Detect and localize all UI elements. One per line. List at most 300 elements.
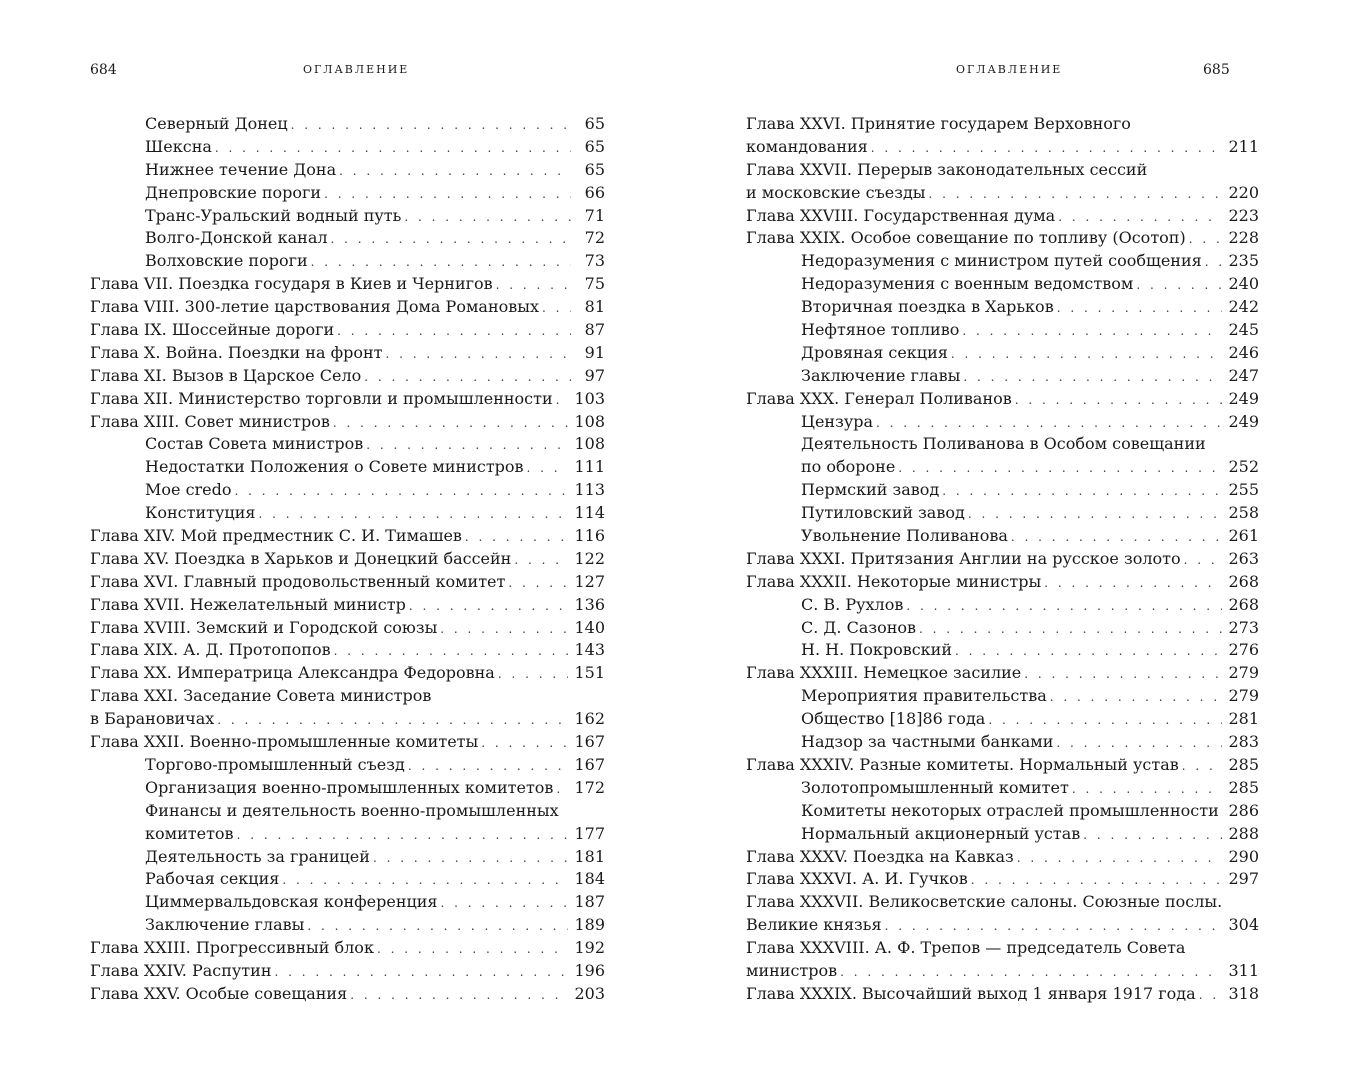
toc-entry-title: Пермский завод (801, 480, 940, 500)
toc-entry-page: 189 (574, 915, 605, 935)
toc-entry-title: Надзор за частными банками (801, 732, 1054, 752)
toc-entry-title: Заключение главы (801, 365, 961, 385)
toc-entry (90, 319, 605, 342)
toc-entry (746, 594, 1259, 617)
toc-entry-page: 273 (1228, 617, 1259, 637)
dot-leader (542, 297, 571, 320)
dot-leader (556, 389, 569, 412)
toc-entry-page: 151 (574, 663, 605, 683)
dot-leader (408, 755, 569, 778)
table-of-contents (746, 113, 1259, 1006)
dot-leader (527, 457, 569, 480)
toc-entry (90, 433, 605, 456)
toc-entry (746, 983, 1259, 1006)
toc-entry (746, 960, 1259, 983)
toc-entry-title: С. Д. Сазонов (801, 617, 917, 637)
toc-entry-page: 114 (574, 503, 605, 523)
dot-leader (1050, 686, 1223, 709)
dot-leader (386, 343, 571, 366)
toc-entry-page: 71 (584, 205, 605, 225)
toc-entry-page: 268 (1228, 571, 1259, 591)
toc-entry-title: Деятельность Поливанова в Особом совещании (801, 434, 1206, 454)
toc-entry (746, 937, 1259, 960)
toc-entry-title: Нефтяное топливо (801, 320, 960, 340)
dot-leader (373, 847, 569, 870)
toc-entry-page: 81 (584, 297, 605, 317)
toc-entry-page: 285 (1228, 777, 1259, 797)
toc-entry-page: 122 (574, 548, 605, 568)
toc-entry-page: 247 (1228, 365, 1259, 385)
dot-leader (929, 183, 1223, 206)
toc-entry (90, 205, 605, 228)
toc-entry (90, 708, 605, 731)
dot-leader (404, 206, 571, 229)
dot-leader (840, 961, 1222, 984)
dot-leader (350, 984, 568, 1007)
toc-entry-page: 258 (1228, 503, 1259, 523)
toc-entry-title: Глава XXVI. Принятие государем Верховного (746, 114, 1131, 133)
dot-leader (1189, 228, 1223, 251)
toc-entry-title: Глава XXII. Военно-промышленные комитеты (90, 732, 479, 752)
toc-entry (90, 182, 605, 205)
dot-leader (1182, 755, 1223, 778)
toc-entry-page: 65 (584, 114, 605, 133)
toc-entry-title: Глава XI. Вызов в Царское Село (90, 365, 362, 385)
page-number: 685 (1203, 62, 1230, 78)
dot-leader (215, 137, 571, 160)
toc-entry (746, 708, 1259, 731)
toc-entry-title: Путиловский завод (801, 503, 965, 523)
toc-entry-title: Глава IX. Шоссейные дороги (90, 320, 335, 340)
running-head: ОГЛАВЛЕНИЕ (303, 63, 410, 76)
toc-entry (746, 639, 1259, 662)
toc-entry-page: 279 (1228, 686, 1259, 706)
dot-leader (942, 480, 1222, 503)
dot-leader (496, 274, 571, 297)
toc-entry-title: в Барановичах (90, 709, 215, 729)
dot-leader (1011, 526, 1223, 549)
toc-entry-page: 255 (1228, 480, 1259, 500)
toc-entry (90, 914, 605, 937)
toc-entry-page: 220 (1228, 182, 1259, 202)
toc-entry-title: Недостатки Положения о Совете министров (145, 457, 524, 477)
toc-entry-page: 249 (1228, 388, 1259, 408)
toc-entry-page: 127 (574, 571, 605, 591)
toc-entry (90, 868, 605, 891)
dot-leader (955, 640, 1222, 663)
dot-leader (919, 618, 1222, 641)
dot-leader (1136, 274, 1222, 297)
dot-leader (1056, 732, 1222, 755)
toc-entry-page: 75 (584, 274, 605, 294)
toc-entry-page: 108 (574, 411, 605, 431)
toc-entry-page: 268 (1228, 594, 1259, 614)
toc-entry-title: Глава XXIX. Особое совещание по топливу (Осотоп) (746, 228, 1186, 248)
toc-entry (90, 502, 605, 525)
toc-entry-title: Глава XXXI. Притязания Англии на русское золото (746, 548, 1181, 568)
toc-entry-title: Волховские пороги (145, 251, 308, 271)
toc-entry-title: Глава XXXII. Некоторые министры (746, 571, 1042, 591)
dot-leader (1058, 206, 1222, 229)
right-page (675, 0, 1350, 1080)
toc-entry-title: комитетов (145, 823, 234, 843)
toc-entry (90, 983, 605, 1006)
toc-entry (746, 205, 1259, 228)
dot-leader (377, 938, 569, 961)
toc-entry (746, 662, 1259, 685)
toc-entry (90, 159, 605, 182)
toc-entry (746, 685, 1259, 708)
dot-leader (307, 915, 568, 938)
toc-entry-title: Днепровские пороги (145, 182, 322, 202)
dot-leader (968, 503, 1223, 526)
toc-entry-title: Северный Донец (145, 114, 288, 133)
toc-entry-title: Дровяная секция (801, 342, 948, 362)
toc-entry-page: 167 (574, 754, 605, 774)
toc-entry (90, 937, 605, 960)
dot-leader (1083, 824, 1222, 847)
toc-entry (746, 411, 1259, 434)
toc-entry-page: 66 (584, 182, 605, 202)
toc-entry-page: 286 (1228, 800, 1259, 820)
dot-leader (324, 183, 571, 206)
toc-entry (746, 136, 1259, 159)
toc-entry (746, 227, 1259, 250)
dot-leader (333, 412, 569, 435)
toc-entry (90, 250, 605, 273)
toc-entry-title: Глава XXXVI. А. И. Гучков (746, 869, 968, 889)
dot-leader (1017, 847, 1223, 870)
toc-entry (746, 800, 1259, 823)
toc-entry (90, 617, 605, 640)
toc-entry-page: 304 (1228, 915, 1259, 935)
toc-entry (90, 754, 605, 777)
toc-entry (746, 823, 1259, 846)
dot-leader (514, 549, 568, 572)
toc-entry-title: Конституция (145, 503, 256, 523)
toc-entry-title: Глава XV. Поездка в Харьков и Донецкий бассейн (90, 548, 512, 568)
toc-entry-title: Н. Н. Покровский (801, 640, 953, 660)
toc-entry-page: 167 (574, 732, 605, 752)
dot-leader (334, 640, 569, 663)
dot-leader (440, 618, 568, 641)
toc-entry-title: Глава XXXVII. Великосветские салоны. Союзные послы. (746, 892, 1223, 912)
toc-entry-page: 103 (574, 388, 605, 408)
dot-leader (963, 366, 1222, 389)
dot-leader (1072, 778, 1223, 801)
dot-leader (339, 160, 571, 183)
toc-entry-title: Глава XXIV. Распутин (90, 960, 272, 980)
toc-entry-page: 261 (1228, 526, 1259, 546)
dot-leader (1184, 549, 1223, 572)
toc-entry (746, 273, 1259, 296)
toc-entry (746, 891, 1259, 914)
toc-entry (90, 388, 605, 411)
toc-entry-page: 228 (1228, 228, 1259, 248)
toc-entry-title: Глава XVII. Нежелательный министр (90, 594, 406, 614)
toc-entry-page: 318 (1228, 983, 1259, 1003)
toc-entry-title: Недоразумения с министром путей сообщения (801, 251, 1202, 271)
toc-entry (90, 846, 605, 869)
dot-leader (508, 572, 568, 595)
toc-entry-page: 279 (1228, 663, 1259, 683)
toc-entry (746, 777, 1259, 800)
toc-entry (746, 250, 1259, 273)
toc-entry-title: Состав Совета министров (145, 434, 364, 454)
dot-leader (235, 480, 569, 503)
toc-entry-title: Общество [18]86 года (801, 709, 986, 729)
toc-entry-page: 72 (584, 228, 605, 248)
toc-entry (90, 113, 605, 136)
dot-leader (498, 663, 569, 686)
toc-entry-title: Глава X. Война. Поездки на фронт (90, 342, 383, 362)
dot-leader (311, 251, 571, 274)
toc-entry-title: Заключение главы (145, 915, 305, 935)
toc-entry-page: 245 (1228, 320, 1259, 340)
toc-entry (90, 823, 605, 846)
dot-leader (337, 320, 571, 343)
toc-entry-page: 281 (1228, 709, 1259, 729)
toc-entry-page: 73 (584, 251, 605, 271)
dot-leader (906, 595, 1222, 618)
dot-leader (556, 778, 568, 801)
toc-entry-page: 192 (574, 938, 605, 958)
toc-entry-page: 196 (574, 960, 605, 980)
toc-entry (746, 846, 1259, 869)
toc-entry (90, 594, 605, 617)
toc-entry (746, 365, 1259, 388)
dot-leader (465, 526, 569, 549)
toc-entry-page: 297 (1228, 869, 1259, 889)
toc-entry-page: 181 (574, 846, 605, 866)
dot-leader (876, 412, 1222, 435)
toc-entry-title: Глава XXVIII. Государственная дума (746, 205, 1056, 225)
toc-entry-page: 263 (1228, 548, 1259, 568)
dot-leader (237, 824, 569, 847)
dot-leader (409, 595, 569, 618)
toc-entry (90, 479, 605, 502)
toc-entry-title: Глава XVIII. Земский и Городской союзы (90, 617, 438, 637)
toc-entry-title: Глава XXI. Заседание Совета министров (90, 686, 432, 706)
toc-entry-page: 240 (1228, 274, 1259, 294)
dot-leader (258, 503, 568, 526)
toc-entry (90, 731, 605, 754)
toc-entry-title: Деятельность за границей (145, 846, 370, 866)
toc-entry (746, 456, 1259, 479)
toc-entry-page: 143 (574, 640, 605, 660)
toc-entry (746, 548, 1259, 571)
toc-entry-title: министров (746, 960, 838, 980)
toc-entry (90, 456, 605, 479)
toc-entry (746, 433, 1259, 456)
toc-entry-title: Глава XIX. А. Д. Протопопов (90, 640, 331, 660)
toc-entry-title: С. В. Рухлов (801, 594, 904, 614)
toc-entry-title: Глава XXIII. Прогрессивный блок (90, 938, 374, 958)
toc-entry (746, 525, 1259, 548)
toc-entry-page: 249 (1228, 411, 1259, 431)
toc-entry-page: 97 (584, 365, 605, 385)
toc-entry-title: Глава XII. Министерство торговли и промышленности (90, 388, 553, 408)
toc-entry (90, 800, 605, 823)
dot-leader (971, 869, 1223, 892)
toc-entry-page: 172 (574, 777, 605, 797)
toc-entry-title: Транс-Уральский водный путь (145, 205, 402, 225)
toc-entry (746, 319, 1259, 342)
toc-entry-title: Глава XIII. Совет министров (90, 411, 330, 431)
toc-entry-title: Финансы и деятельность военно-промышленных (145, 800, 559, 820)
toc-entry (90, 273, 605, 296)
toc-entry (746, 754, 1259, 777)
toc-entry-title: Нижнее течение Дона (145, 159, 337, 179)
dot-leader (871, 137, 1223, 160)
toc-entry-title: Нормальный акционерный устав (801, 823, 1081, 843)
toc-entry (90, 365, 605, 388)
toc-entry-title: Глава XXXIII. Немецкое засилие (746, 663, 1022, 683)
toc-entry (90, 685, 605, 708)
toc-entry-title: и московские съезды (746, 182, 926, 202)
toc-entry (90, 342, 605, 365)
dot-leader (291, 114, 571, 137)
toc-entry-page: 246 (1228, 342, 1259, 362)
dot-leader (1057, 297, 1223, 320)
toc-entry (746, 868, 1259, 891)
dot-leader (217, 709, 568, 732)
toc-entry (90, 548, 605, 571)
toc-entry (90, 960, 605, 983)
toc-entry (90, 136, 605, 159)
toc-entry-page: 177 (574, 823, 605, 843)
toc-entry (746, 571, 1259, 594)
toc-entry-page: 113 (574, 480, 605, 500)
toc-entry-title: Увольнение Поливанова (801, 526, 1008, 546)
toc-entry-page: 288 (1228, 823, 1259, 843)
toc-entry-title: Глава XXXV. Поездка на Кавказ (746, 846, 1014, 866)
toc-entry-page: 223 (1228, 205, 1259, 225)
toc-entry-title: Глава XX. Императрица Александра Федоровна (90, 663, 495, 683)
toc-entry (746, 159, 1259, 182)
page-number: 684 (90, 62, 117, 78)
toc-entry-title: Золотопромышленный комитет (801, 777, 1069, 797)
toc-entry-page: 290 (1228, 846, 1259, 866)
toc-entry-title: Глава XXXIV. Разные комитеты. Нормальный устав (746, 754, 1179, 774)
toc-entry-page: 211 (1228, 136, 1259, 156)
toc-entry-title: Глава XIV. Мой предместник С. И. Тимашев (90, 526, 462, 546)
toc-entry-title: Глава XXVII. Перерыв законодательных сессий (746, 159, 1148, 179)
toc-entry-title: Глава XXXVIII. А. Ф. Трепов — председатель Совета (746, 938, 1186, 958)
toc-entry (746, 388, 1259, 411)
dot-leader (988, 709, 1222, 732)
toc-entry-title: Цензура (801, 411, 874, 431)
toc-entry-page: 187 (574, 892, 605, 912)
toc-entry-page: 283 (1228, 732, 1259, 752)
toc-entry (90, 227, 605, 250)
dot-leader (481, 732, 568, 755)
dot-leader (364, 366, 571, 389)
toc-entry-page: 140 (574, 617, 605, 637)
toc-entry-page: 91 (584, 342, 605, 362)
toc-entry-page: 111 (574, 457, 605, 477)
toc-entry-title: по обороне (801, 457, 896, 477)
dot-leader (366, 434, 568, 457)
toc-entry-page: 136 (574, 594, 605, 614)
toc-entry-title: Циммервальдовская конференция (145, 892, 438, 912)
toc-entry-page: 65 (584, 136, 605, 156)
toc-entry-title: Шексна (145, 136, 212, 156)
toc-entry (90, 296, 605, 319)
toc-entry (90, 777, 605, 800)
toc-entry-page: 235 (1228, 251, 1259, 271)
dot-leader (898, 457, 1222, 480)
dot-leader (885, 915, 1223, 938)
toc-entry (90, 525, 605, 548)
toc-entry-title: Глава XVI. Главный продовольственный комитет (90, 571, 506, 591)
dot-leader (1044, 572, 1222, 595)
running-head: ОГЛАВЛЕНИЕ (956, 63, 1063, 76)
dot-leader (962, 320, 1222, 343)
toc-entry-title: Волго-Донской канал (145, 228, 328, 248)
toc-entry-title: Торгово-промышленный съезд (145, 754, 405, 774)
toc-entry-title: Мое credo (145, 480, 232, 500)
toc-entry-title: Недоразумения с военным ведомством (801, 274, 1134, 294)
toc-entry (90, 639, 605, 662)
dot-leader (331, 228, 571, 251)
dot-leader (951, 343, 1223, 366)
table-of-contents (90, 113, 605, 1006)
toc-entry (746, 296, 1259, 319)
dot-leader (274, 961, 568, 984)
toc-entry (90, 571, 605, 594)
toc-entry-page: 87 (584, 320, 605, 340)
toc-entry (746, 479, 1259, 502)
dot-leader (1199, 984, 1223, 1007)
toc-entry-page: 184 (574, 869, 605, 889)
toc-entry-page: 203 (574, 983, 605, 1003)
toc-entry (746, 731, 1259, 754)
dot-leader (1015, 389, 1223, 412)
toc-entry (746, 113, 1259, 136)
toc-entry (746, 914, 1259, 937)
toc-entry (90, 891, 605, 914)
toc-entry-title: Комитеты некоторых отраслей промышленности (801, 800, 1219, 820)
toc-entry-page: 65 (584, 159, 605, 179)
dot-leader (1222, 801, 1223, 824)
toc-entry-page: 252 (1228, 457, 1259, 477)
toc-entry-title: Глава XXXIX. Высочайший выход 1 января 1917 года (746, 983, 1196, 1003)
toc-entry-title: Организация военно-промышленных комитетов (145, 777, 554, 797)
toc-entry-title: Великие князья (746, 915, 882, 935)
toc-entry (746, 182, 1259, 205)
dot-leader (1205, 251, 1223, 274)
toc-entry-title: Глава VII. Поездка государя в Киев и Чернигов (90, 274, 493, 294)
toc-entry-page: 108 (574, 434, 605, 454)
toc-entry-page: 162 (574, 709, 605, 729)
toc-entry-page: 285 (1228, 754, 1259, 774)
toc-entry-title: Вторичная поездка в Харьков (801, 297, 1054, 317)
toc-entry (90, 662, 605, 685)
toc-entry (746, 502, 1259, 525)
toc-entry-title: Глава XXV. Особые совещания (90, 983, 348, 1003)
toc-entry-page: 242 (1228, 297, 1259, 317)
toc-entry-title: командования (746, 136, 868, 156)
toc-entry (746, 617, 1259, 640)
toc-entry (746, 342, 1259, 365)
dot-leader (441, 892, 569, 915)
dot-leader (282, 869, 568, 892)
toc-entry-page: 311 (1228, 960, 1259, 980)
toc-entry-title: Глава XXX. Генерал Поливанов (746, 388, 1012, 408)
toc-entry-page: 116 (574, 526, 605, 546)
toc-entry-page: 276 (1228, 640, 1259, 660)
